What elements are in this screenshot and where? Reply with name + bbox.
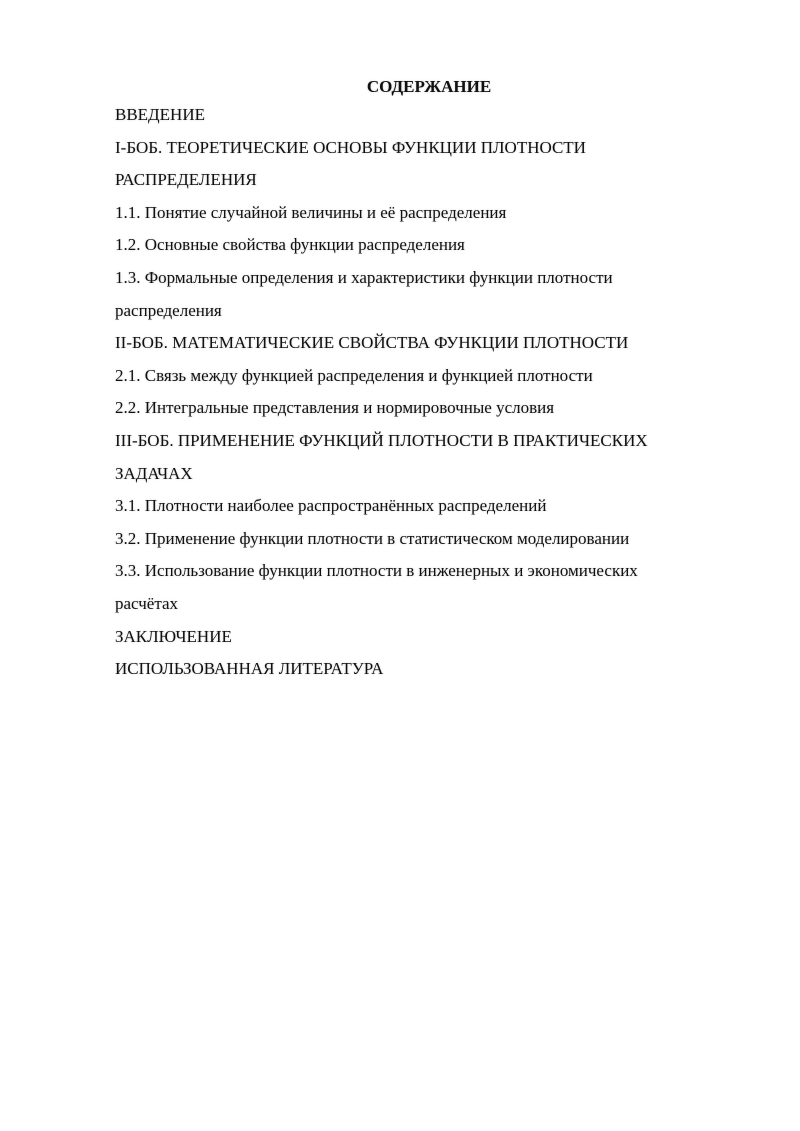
toc-entry-3-2: 3.2. Применение функции плотности в статистическом моделировании xyxy=(115,528,630,548)
toc-entry-chapter-2: II-БОБ. МАТЕМАТИЧЕСКИЕ СВОЙСТВА ФУНКЦИИ ПЛОТНОСТИ xyxy=(115,333,629,353)
toc-entry-chapter-1: I-БОБ. ТЕОРЕТИЧЕСКИЕ ОСНОВЫ ФУНКЦИИ ПЛОТНОСТИ xyxy=(115,137,586,157)
toc-entry-chapter-3: III-БОБ. ПРИМЕНЕНИЕ ФУНКЦИЙ ПЛОТНОСТИ В ПРАКТИЧЕСКИХ xyxy=(115,430,648,450)
toc-entry-2-2: 2.2. Интегральные представления и нормировочные условия xyxy=(115,398,555,418)
toc-entry-chapter-3-cont: ЗАДАЧАХ xyxy=(115,463,193,483)
toc-title: СОДЕРЖАНИЕ xyxy=(366,77,492,96)
toc-entry-2-1: 2.1. Связь между функцией распределения и функцией плотности xyxy=(115,365,593,385)
toc-entry-1-1: 1.1. Понятие случайной величины и её распределения xyxy=(115,202,507,222)
toc-entry-3-3: 3.3. Использование функции плотности в инженерных и экономических xyxy=(115,561,638,581)
toc-entry-references: ИСПОЛЬЗОВАННАЯ ЛИТЕРАТУРА xyxy=(115,659,384,679)
toc-entry-3-1: 3.1. Плотности наиболее распространённых распределений xyxy=(115,496,547,516)
toc-entry-1-3-cont: распределения xyxy=(115,300,222,320)
toc-entry-chapter-1-cont: РАСПРЕДЕЛЕНИЯ xyxy=(115,170,257,190)
toc-entry-3-3-cont: расчётах xyxy=(115,593,179,613)
toc-entry-introduction: ВВЕДЕНИЕ xyxy=(115,105,205,124)
toc-entry-conclusion: ЗАКЛЮЧЕНИЕ xyxy=(115,626,232,646)
toc-entry-1-3: 1.3. Формальные определения и характеристики функции плотности xyxy=(115,267,613,287)
toc-entry-1-2: 1.2. Основные свойства функции распределения xyxy=(115,235,465,255)
table-of-contents xyxy=(115,76,715,686)
